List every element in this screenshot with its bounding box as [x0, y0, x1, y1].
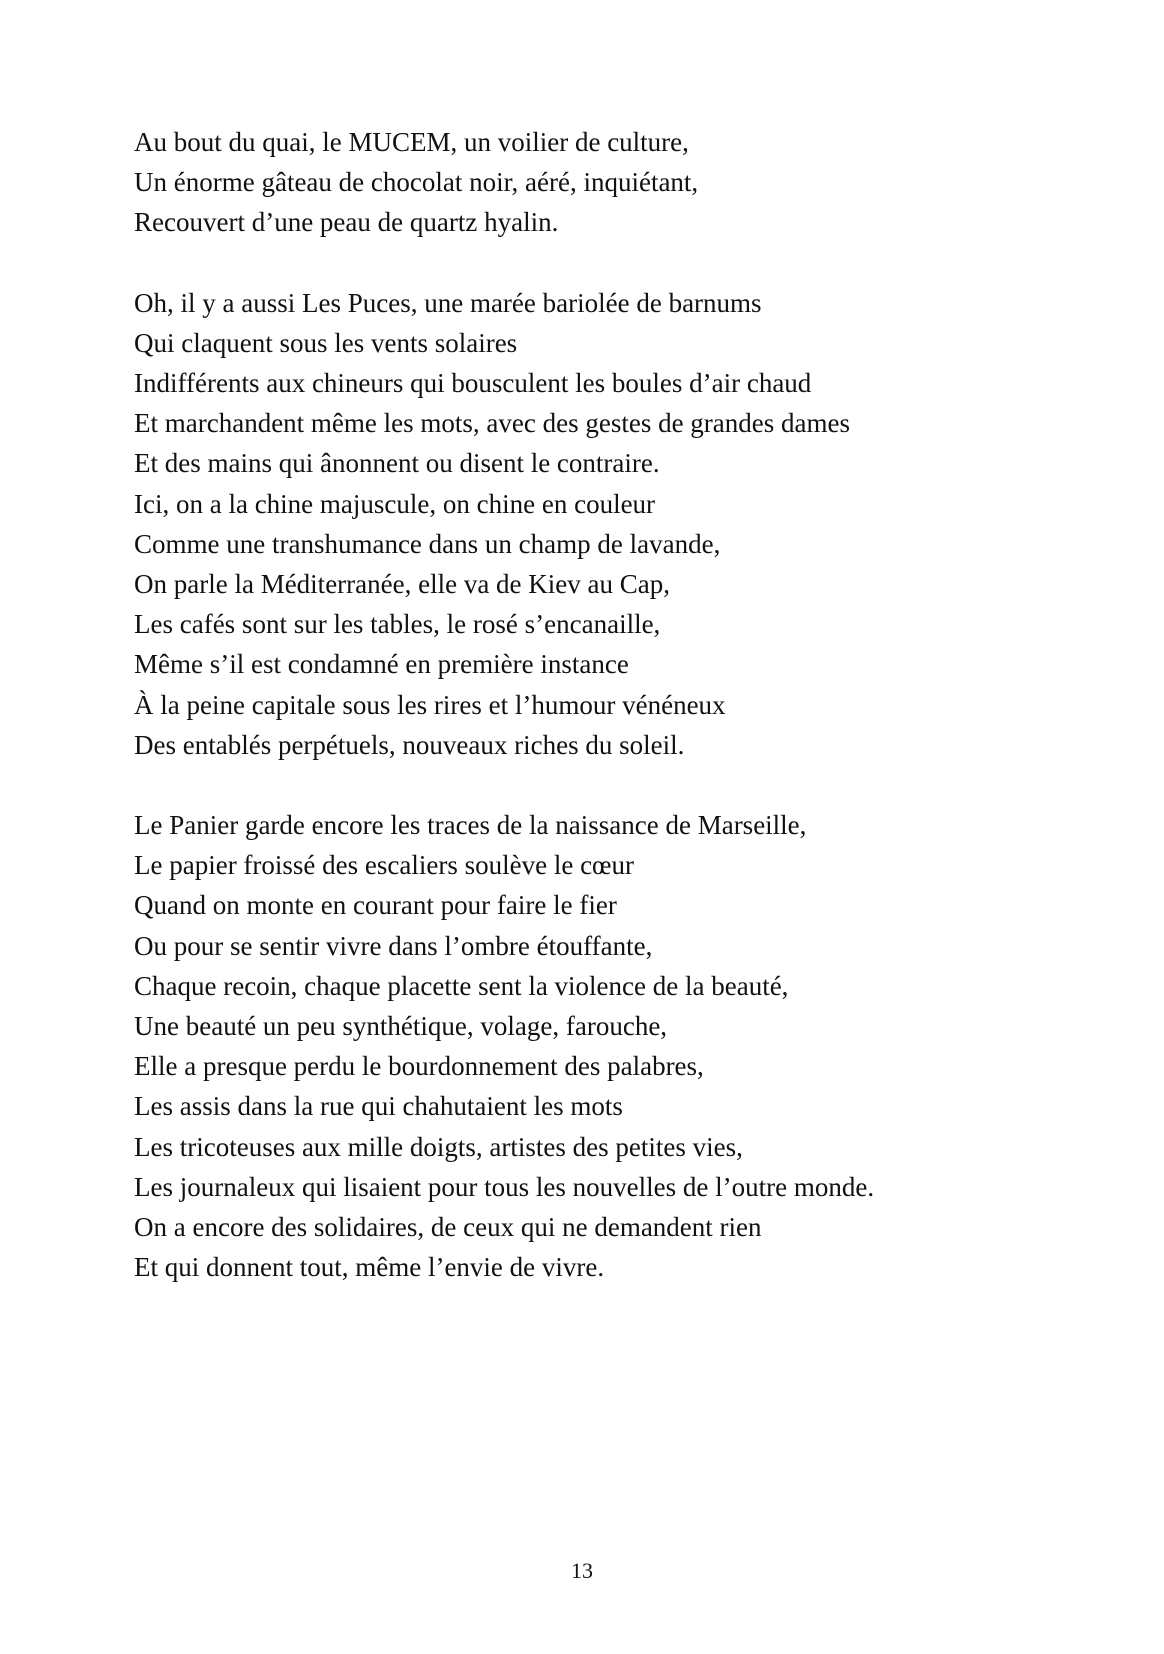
- poem-line: Les cafés sont sur les tables, le rosé s’encanaille,: [134, 609, 661, 640]
- poem-line: Les journaleux qui lisaient pour tous les nouvelles de l’outre monde.: [134, 1171, 875, 1202]
- poem-line: Ou pour se sentir vivre dans l’ombre étouffante,: [134, 930, 653, 961]
- poem-line: On a encore des solidaires, de ceux qui ne demandent rien: [134, 1212, 762, 1243]
- poem-line: Une beauté un peu synthétique, volage, farouche,: [134, 1011, 668, 1042]
- poem-line: Le papier froissé des escaliers soulève le cœur: [134, 850, 635, 881]
- poem-line: Et qui donnent tout, même l’envie de vivre.: [134, 1252, 605, 1283]
- poem-line: Ici, on a la chine majuscule, on chine en couleur: [134, 488, 656, 519]
- page-number: 13: [571, 1558, 593, 1583]
- poem-body: [134, 122, 1094, 1327]
- poem-line: Des entablés perpétuels, nouveaux riches du soleil.: [134, 729, 685, 760]
- poem-line: Les tricoteuses aux mille doigts, artistes des petites vies,: [134, 1131, 743, 1162]
- poem-line: Elle a presque perdu le bourdonnement des palabres,: [134, 1051, 704, 1082]
- stanza: [134, 283, 1094, 765]
- poem-line: Chaque recoin, chaque placette sent la violence de la beauté,: [134, 970, 789, 1001]
- poem-line: Même s’il est condamné en première instance: [134, 649, 629, 680]
- poem-line: Et des mains qui ânonnent ou disent le contraire.: [134, 448, 660, 479]
- poem-line: On parle la Méditerranée, elle va de Kiev au Cap,: [134, 569, 671, 600]
- poem-line: Comme une transhumance dans un champ de lavande,: [134, 528, 721, 559]
- poem-line: Les assis dans la rue qui chahutaient les mots: [134, 1091, 623, 1122]
- stanza: [134, 122, 1094, 243]
- poem-line: Recouvert d’une peau de quartz hyalin.: [134, 207, 559, 238]
- poem-line: Un énorme gâteau de chocolat noir, aéré, inquiétant,: [134, 167, 699, 198]
- poem-line: Qui claquent sous les vents solaires: [134, 327, 518, 358]
- poem-line: À la peine capitale sous les rires et l’humour vénéneux: [134, 689, 726, 720]
- poem-line: Oh, il y a aussi Les Puces, une marée bariolée de barnums: [134, 287, 762, 318]
- poem-line: Et marchandent même les mots, avec des gestes de grandes dames: [134, 408, 851, 439]
- poem-line: Le Panier garde encore les traces de la naissance de Marseille,: [134, 810, 807, 841]
- poem-line: Au bout du quai, le MUCEM, un voilier de culture,: [134, 127, 689, 157]
- poem-line: Quand on monte en courant pour faire le fier: [134, 890, 617, 921]
- poem-line: Indifférents aux chineurs qui bousculent les boules d’air chaud: [134, 368, 812, 399]
- stanza: [134, 805, 1094, 1287]
